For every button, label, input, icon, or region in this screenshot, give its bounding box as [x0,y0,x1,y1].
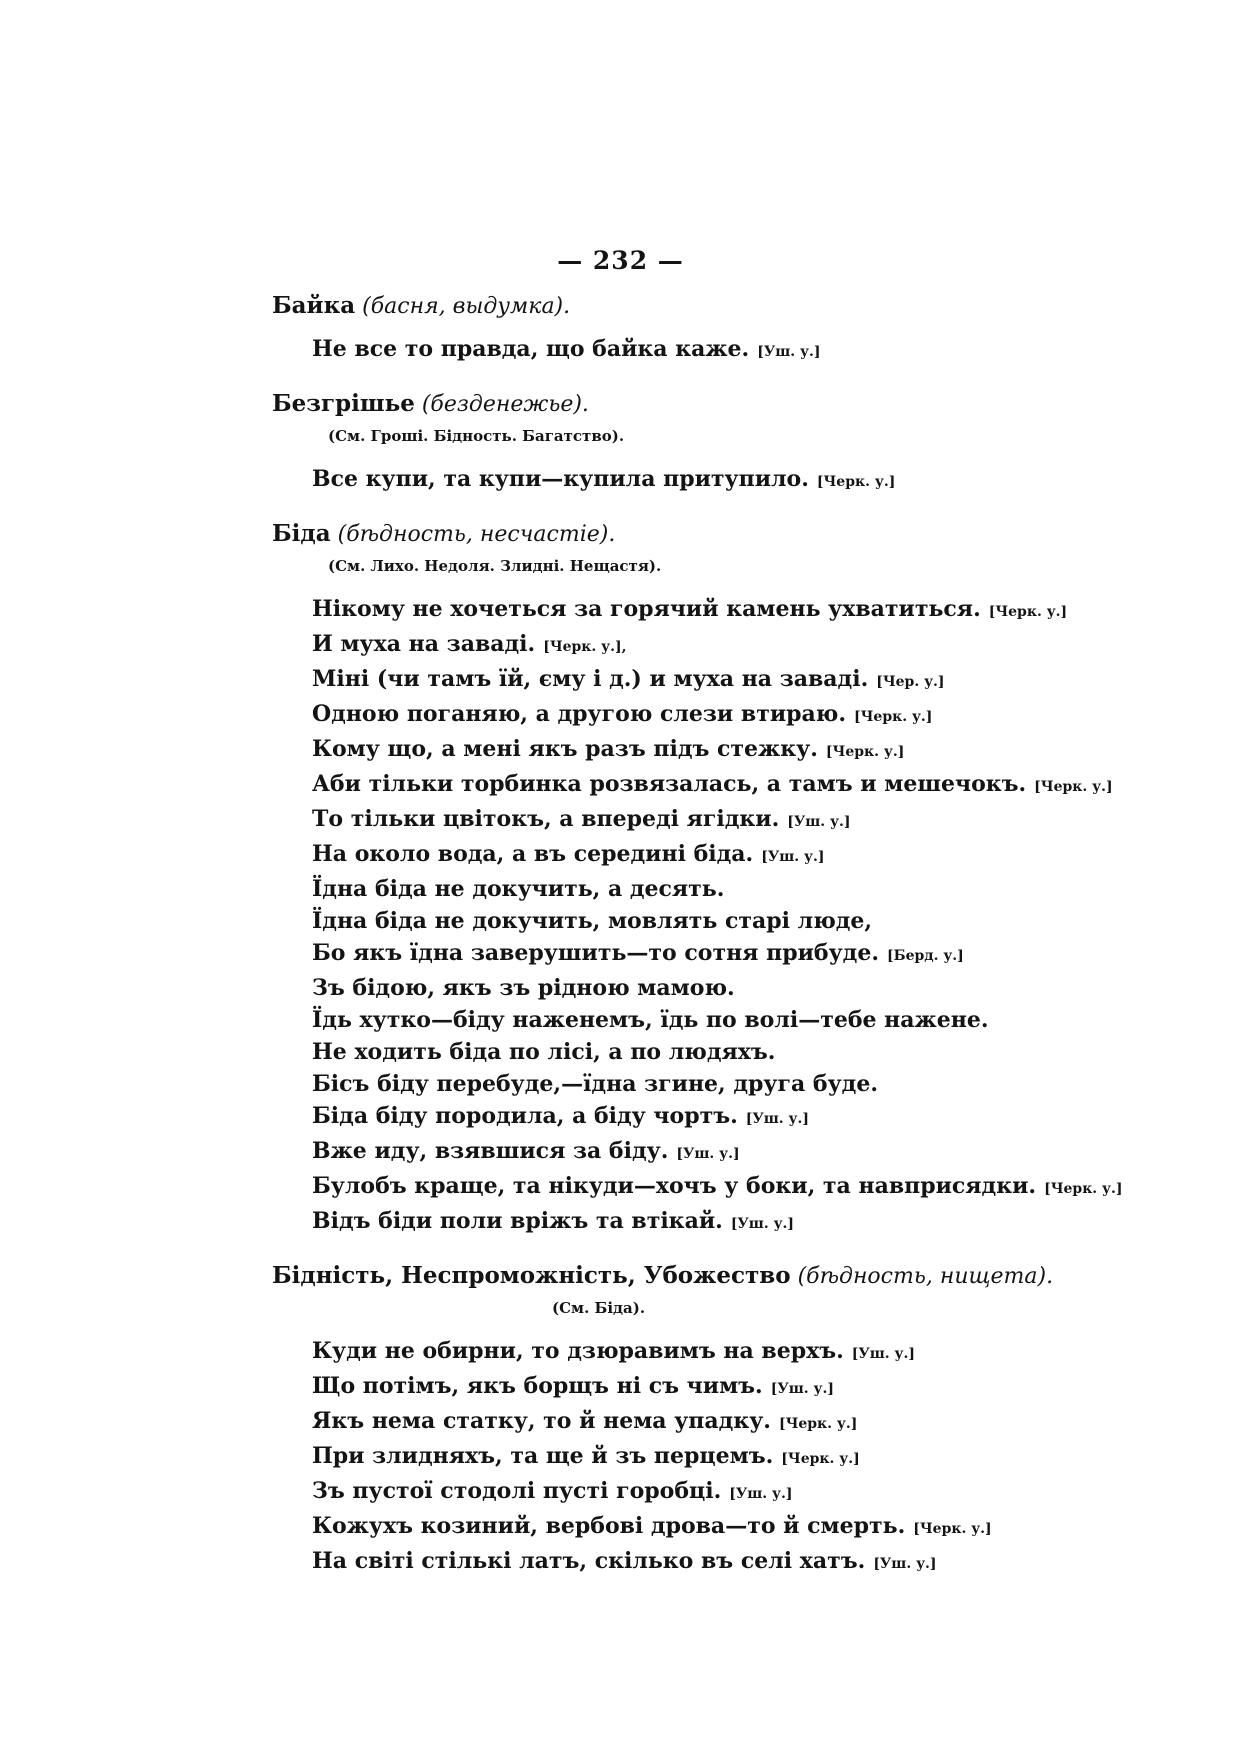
proverb-line [312,1036,1092,1068]
dictionary-entry [272,1262,1092,1580]
proverb-text: Зъ пустої стодолі пусті горобці. [312,1478,722,1504]
proverb-text: Все купи, та купи—купила притупило. [312,466,809,492]
headword-line [272,520,1092,547]
proverb-text: Їдна біда не докучить, мовлять старі люде, [312,908,873,934]
proverb-source: [Черк. у.] [913,1521,992,1537]
proverb-source: [Уш. у.] [851,1346,915,1362]
see-also-reference: (См. Біда). [552,1299,646,1317]
proverb-text: На около вода, а въ середині біда. [312,841,754,867]
proverb-line [312,1440,1092,1475]
proverb-text: Не все то правда, що байка каже. [312,336,750,362]
proverb-source: [Черк. у.] [778,1416,858,1432]
proverb-source: [Берд. у.] [886,948,964,964]
headword: Біда [272,520,331,547]
page-number: — 232 — [557,246,684,275]
proverb-text: Кожухъ козиний, вербові дрова—то й смерть. [312,1513,906,1539]
proverb-line [312,803,1092,838]
headword: Байка [272,292,356,319]
proverb-line [312,1545,1092,1580]
see-also-reference: (См. Гроші. Бідность. Багатство). [328,427,625,445]
proverb-source: [Уш. у.] [729,1486,793,1502]
proverb-text: Якъ нема статку, то й нема упадку. [312,1408,771,1434]
proverb-text: Їдь хутко—біду наженемъ, їдь по волі—тебе нажене. [312,1007,989,1033]
proverb-line [312,1205,1092,1240]
proverb-source: [Уш. у.] [757,344,821,360]
proverb-text: Куди не обирни, то дзюравимъ на верхъ. [312,1338,844,1364]
proverb-line [312,663,1092,698]
proverb-line [312,838,1092,873]
proverb-text: Не ходить біда по лісі, а по людяхъ. [312,1039,776,1065]
proverb-entries [272,292,1123,1602]
proverb-line [312,1135,1092,1170]
proverb-text: Біда біду породила, а біду чортъ. [312,1103,738,1129]
see-also-reference: (См. Лихо. Недоля. Злидні. Нещастя). [328,557,662,575]
proverb-source: [Уш. у.] [676,1146,740,1162]
proverb-line [312,1170,1123,1205]
proverb-source: [Черк. у.] [1034,779,1113,795]
proverb-text: На світі стількі латъ, скілько въ селі хатъ. [312,1548,866,1574]
headword-gloss: (басня, выдумка). [362,294,571,319]
proverb-source: [Уш. у.] [745,1111,809,1127]
proverb-line [312,1335,1092,1370]
proverb-source: [Черк. у.] [825,744,905,760]
proverb-line [312,1068,1092,1100]
proverb-text: Їдна біда не докучить, а десять. [312,876,725,902]
proverb-line [312,1100,1092,1135]
proverb-line [312,628,1092,663]
proverb-line [312,463,1092,498]
proverb-line [312,733,1092,768]
headword-line [272,292,1092,319]
proverb-line [312,905,1092,937]
proverb-text: Аби тільки торбинка розвязалась, а тамъ и мешечокъ. [312,771,1027,797]
proverb-source: [Черк. у.] [816,474,896,490]
proverb-text: То тільки цвітокъ, а впереді ягідки. [312,806,780,832]
proverb-text: Бісъ біду перебуде,—їдна згине, друга буде. [312,1071,878,1097]
proverb-source: [Уш. у.] [787,814,851,830]
dictionary-entry [272,390,1092,498]
proverb-text: Одною поганяю, а другою слези втираю. [312,701,846,727]
proverb-line [312,1004,1092,1036]
proverb-text: Булобъ краще, та нікуди—хочъ у боки, та навприсядки. [312,1173,1037,1199]
proverb-line [312,333,1092,368]
proverb-text: Зъ бідою, якъ зъ рідною мамою. [312,975,735,1001]
proverb-line [312,768,1113,803]
proverb-text: При злидняхъ, та ще й зъ перцемъ. [312,1443,774,1469]
proverb-line [312,1370,1092,1405]
headword-line [272,390,1092,417]
proverb-source: [Уш. у.] [761,849,825,865]
headword-gloss: (безденежье). [421,392,589,417]
proverb-text: Нікому не хочеться за горячий камень ухватиться. [312,596,981,622]
proverb-line [312,972,1092,1004]
proverb-source: [Чер. у.] [876,674,945,690]
proverb-source: [Уш. у.] [730,1216,795,1232]
proverb-source: [Черк. у.] [854,709,933,725]
proverb-source: [Черк. у.] [988,604,1068,620]
proverb-line [312,1510,1092,1545]
proverb-text: И муха на заваді. [312,631,536,657]
proverb-source: [Уш. у.] [873,1556,937,1572]
proverb-source: [Черк. у.] [1044,1181,1123,1197]
proverb-line [312,937,1092,972]
proverb-source: [Уш. у.] [770,1381,834,1397]
proverb-source: [Черк. у.] [781,1451,860,1467]
headword-gloss: (бѣдность, нищета). [797,1264,1054,1289]
proverb-line [312,873,1092,905]
proverb-text: Кому що, а мені якъ разъ підъ стежку. [312,736,818,762]
proverb-line [312,1405,1092,1440]
proverb-line [312,1475,1092,1510]
proverb-line [312,698,1092,733]
proverb-text: Вже иду, взявшися за біду. [312,1138,669,1164]
proverb-text: Бо якъ їдна заверушить—то сотня прибуде. [312,940,879,966]
dictionary-entry [272,520,1123,1240]
headword: Безгрішье [272,390,415,417]
headword-line [272,1262,1092,1289]
dictionary-entry [272,292,1092,368]
proverb-text: Міні (чи тамъ їй, єму і д.) и муха на заваді. [312,666,869,692]
headword: Бідність, Неспроможність, Убожество [272,1262,791,1289]
proverb-text: Відъ біди поли вріжъ та втікай. [312,1208,723,1234]
proverb-line [312,593,1092,628]
proverb-source: [Черк. у.], [543,639,627,655]
headword-gloss: (бѣдность, несчастіе). [337,522,616,547]
proverb-text: Що потімъ, якъ борщъ ні съ чимъ. [312,1373,763,1399]
